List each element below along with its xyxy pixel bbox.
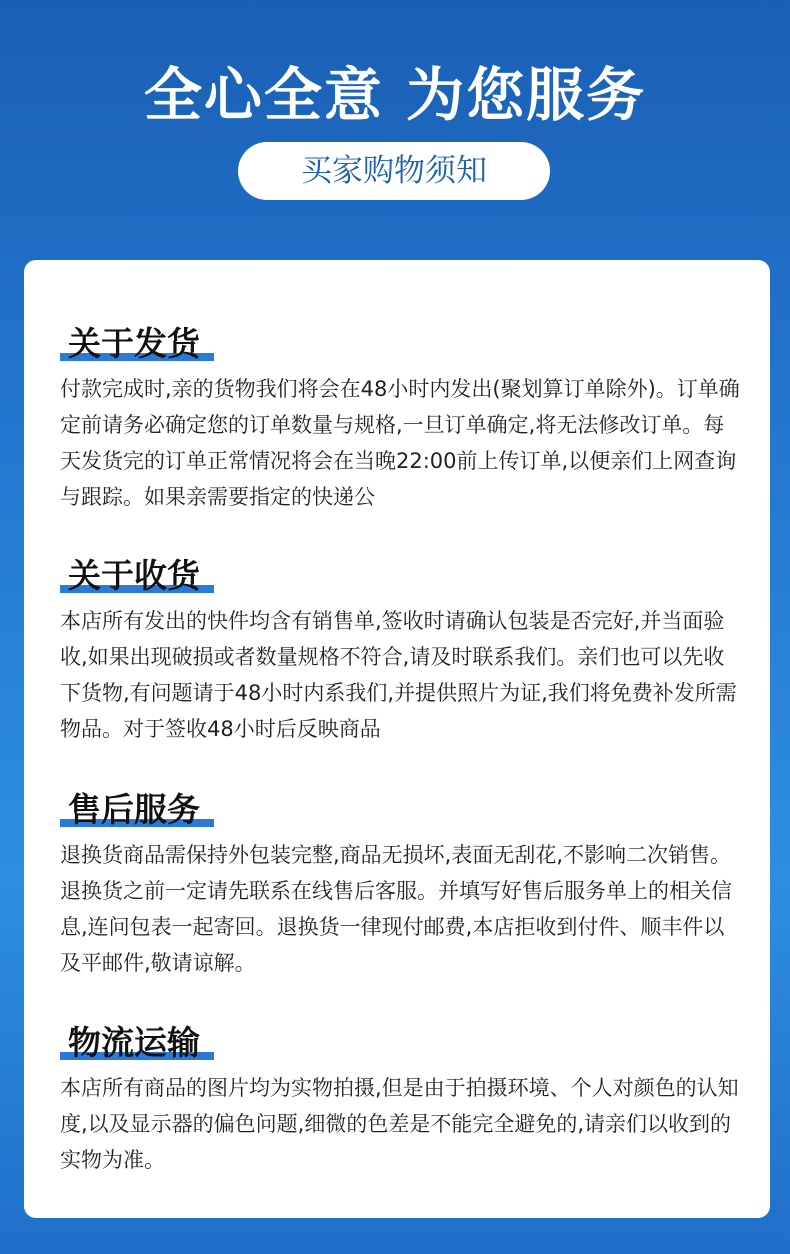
section-shipping <box>60 318 740 515</box>
notice-badge: 买家购物须知 <box>238 142 550 200</box>
notice-card <box>24 260 770 1218</box>
section-title <box>60 1017 208 1064</box>
section-body: 本店所有商品的图片均为实物拍摄,但是由于拍摄环境、个人对颜色的认知度,以及显示器的偏色问题,细微的色差是不能完全避免的,请亲们以收到的实物为准。 <box>60 1076 739 1172</box>
section-title <box>60 550 208 597</box>
section-title <box>60 318 208 365</box>
section-title-text: 售后服务 <box>68 790 200 829</box>
section-body: 付款完成时,亲的货物我们将会在48小时内发出(聚划算订单除外)。订单确定前请务必确定您的订单数量与规格,一旦订单确定,将无法修改订单。每天发货完的订单正常情况将会在当晚22:00前上传订单,以便亲们上网查询与跟踪。如果亲需要指定的快递公 <box>60 377 740 509</box>
section-receiving <box>60 550 740 747</box>
section-title-text: 关于发货 <box>68 324 200 363</box>
section-body: 本店所有发出的快件均含有销售单,签收时请确认包装是否完好,并当面验收,如果出现破损或者数量规格不符合,请及时联系我们。亲们也可以先收下货物,有问题请于48小时内系我们,并提供照片为证,我们将免费补发所需物品。对于签收48小时后反映商品 <box>60 609 737 741</box>
section-after-sales <box>60 784 740 981</box>
section-body: 退换货商品需保持外包装完整,商品无损坏,表面无刮花,不影响二次销售。退换货之前一定请先联系在线售后客服。并填写好售后服务单上的相关信息,连问包表一起寄回。退换货一律现付邮费,本店拒收到付件、顺丰件以及平邮件,敬请谅解。 <box>60 843 732 975</box>
section-title-text: 关于收货 <box>68 556 200 595</box>
section-title-text: 物流运输 <box>68 1023 200 1062</box>
page-headline: 全心全意 为您服务 <box>143 61 647 129</box>
section-title <box>60 784 208 831</box>
section-logistics <box>60 1017 740 1214</box>
